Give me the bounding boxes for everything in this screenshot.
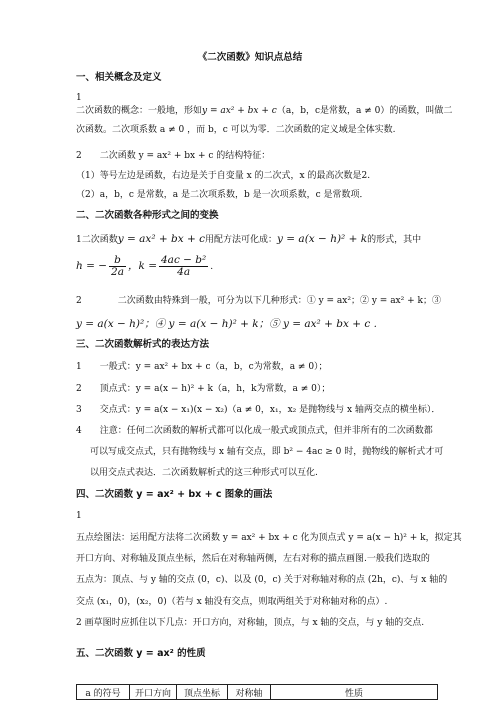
paragraph: 次函数。二次项系数 a ≠ 0 ，而 b，c 可以为零．二次函数的定义域是全体实数. [76, 125, 396, 135]
section-heading-2: 二、二次函数各种形式之间的变换 [76, 210, 219, 221]
page-title: 《二次函数》知识点总结 [197, 52, 303, 63]
table-header-cell: 性质 [271, 685, 438, 700]
fraction: $\frac{\text{4ac − b²}}{4a}$ [161, 254, 207, 278]
fraction: $\frac{b}{2a}$ [111, 254, 124, 278]
paragraph: 1二次函数y = ax² + bx + c用配方法可化成：y = a(x − h)² + k的形式，其中 [76, 233, 422, 245]
table-header-cell: 顶点坐标 [177, 685, 228, 700]
paragraph: 2 二次函数 y = ax² + bx + c 的结构特征： [76, 151, 271, 161]
paragraph: 3 交点式：y = a(x − x₁)(x − x₂)（a ≠ 0，x₁，x₂ 是抛物线与 x 轴两交点的横坐标）． [76, 405, 441, 415]
paragraph: 五点绘图法：运用配方法将二次函数 y = ax² + bx + c 化为顶点式 y = a(x − h)² + k，拟定其 [76, 533, 462, 543]
section-heading-5: 五、二次函数 y = ax² 的性质 [76, 648, 206, 659]
paragraph: 交点 (x₁，0)，(x₂，0)（若与 x 轴没有交点，则取两组关于对称轴对称的点）. [76, 597, 388, 607]
properties-table [76, 684, 438, 700]
paragraph: 1 一般式：y = ax² + bx + c（a，b，c为常数，a ≠ 0）； [76, 362, 328, 372]
paragraph: 2 二次函数由特殊到一般，可分为以下几种形式：① y = ax²；② y = ax² + k；③ [76, 296, 441, 306]
table-header-cell: 开口方向 [130, 685, 177, 700]
paragraph: 2 画草图时应抓住以下几点：开口方向，对称轴，顶点，与 x 轴的交点，与 y 轴的交点. [76, 618, 425, 628]
section-heading-4: 四、二次函数 y = ax² + bx + c 图象的画法 [76, 489, 273, 500]
paragraph: 五点为：顶点、与 y 轴的交点 (0，c)、以及 (0，c) 关于对称轴对称的点 (2h，c)、与 x 轴的 [76, 575, 448, 585]
table-header-cell: a 的符号 [77, 685, 130, 700]
formula: y = ax² + bx + c [202, 106, 277, 116]
formula-h-k: h = − $\frac{b}{2a}$ ，k = $\frac{\text{4ac − b²}}{4a}$ . [76, 254, 214, 278]
formula: y = a(x − h)² + k [277, 233, 368, 245]
item-number: 1 [76, 93, 82, 103]
paragraph: （2）a，b，c 是常数，a 是二次项系数，b 是一次项系数，c 是常数项． [76, 190, 369, 200]
paragraph: 可以写成交点式，只有抛物线与 x 轴有交点，即 b² − 4ac ≥ 0 时，抛物线的解析式才可 [90, 447, 444, 457]
section-heading-3: 三、二次函数解析式的表达方法 [76, 339, 210, 350]
table-header-row [77, 685, 438, 700]
paragraph: 2 顶点式：y = a(x − h)² + k（a，h，k为常数，a ≠ 0）； [76, 384, 331, 394]
paragraph: 4 注意：任何二次函数的解析式都可以化成一般式或顶点式，但并非所有的二次函数都 [76, 426, 433, 436]
paragraph: 二次函数的概念：一般地，形如y = ax² + bx + c（a，b，c是常数，a ≠ 0）的函数，叫做二 [76, 106, 453, 116]
paragraph: y = a(x − h)²；④ y = a(x − h)² + k；⑤ y = ax² + bx + c . [76, 318, 377, 330]
paragraph: 以用交点式表达．二次函数解析式的这三种形式可以互化. [90, 468, 318, 478]
table-header-cell: 对称轴 [228, 685, 271, 700]
paragraph: （1）等号左边是函数，右边是关于自变量 x 的二次式，x 的最高次数是2. [76, 171, 371, 181]
paragraph: 开口方向、对称轴及顶点坐标，然后在对称轴两侧，左右对称的描点画图.一般我们选取的 [76, 554, 430, 564]
section-heading-1: 一、相关概念及定义 [76, 72, 162, 83]
formula: y = ax² + bx + c [117, 233, 206, 245]
item-number: 1 [76, 511, 82, 521]
